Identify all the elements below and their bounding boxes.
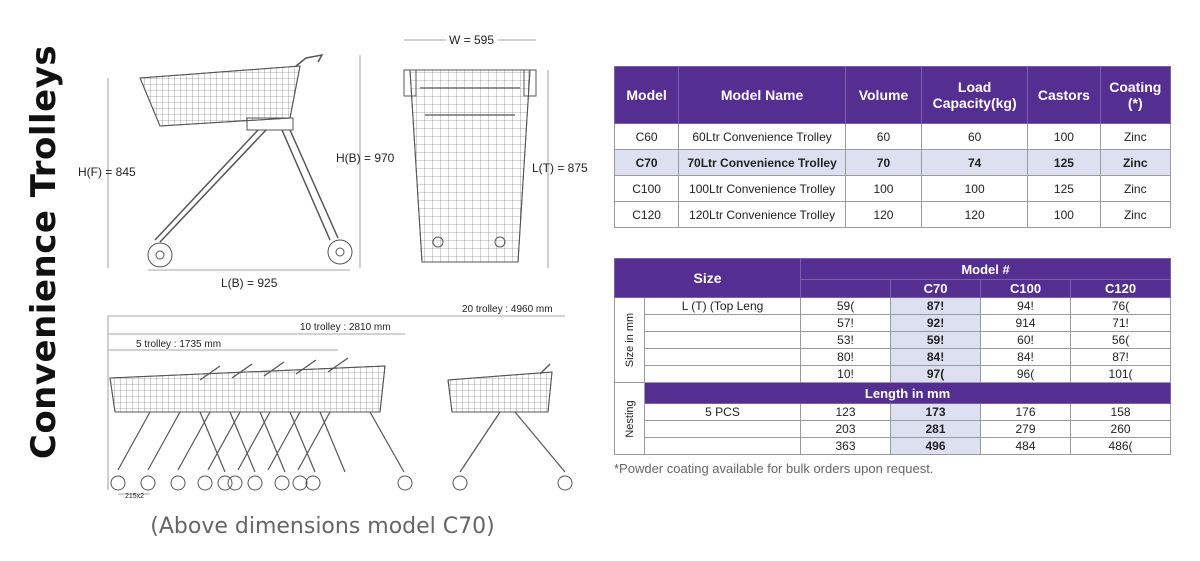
nesting-cell: 363 [801,438,891,455]
nesting-row [615,421,1171,438]
model-subheader-c70: C70 [891,280,981,298]
nesting-row-label [645,421,801,438]
spec-cell: 100 [845,176,921,202]
nesting-row [615,438,1171,455]
dim-label-nest10: 10 trolley : 2810 mm [300,322,391,333]
dim-label-hf: H(F) = 845 [78,165,136,179]
spec-cell: C60 [615,124,679,150]
nesting-cell: 279 [981,421,1071,438]
size-cell: 101( [1071,366,1171,383]
dim-label-nest5: 5 trolley : 1735 mm [136,339,222,350]
spec-cell: 125 [1028,150,1100,176]
size-side-label: Size in mm [623,312,636,368]
size-nesting-table [614,258,1171,455]
dim-label-w: W = 595 [449,33,495,47]
spec-cell: 70 [845,150,921,176]
nesting-row [615,404,1171,421]
spec-row [615,124,1171,150]
model-subheader-c120: C120 [1071,280,1171,298]
size-row [615,315,1171,332]
size-cell-c70: 87! [891,298,981,315]
model-number-header: Model # [801,259,1171,280]
size-cell-c70: 84! [891,349,981,366]
model-subheader-blank [801,280,891,298]
spec-cell: 70Ltr Convenience Trolley [679,150,846,176]
front-view-drawing [404,40,548,268]
nesting-cell: 176 [981,404,1071,421]
size-row [615,349,1171,366]
spec-cell: 60Ltr Convenience Trolley [679,124,846,150]
nesting-cell-c70: 281 [891,421,981,438]
nesting-cell: 203 [801,421,891,438]
size-cell: 56( [1071,332,1171,349]
nesting-header-row [615,383,1171,404]
trolley-drawings [0,0,600,510]
spec-cell: 100 [1028,202,1100,228]
size-cell: 53! [801,332,891,349]
spec-cell: C100 [615,176,679,202]
size-cell: 57! [801,315,891,332]
size-row [615,366,1171,383]
side-view-drawing [108,55,360,270]
nesting-cell: 486( [1071,438,1171,455]
spec-cell: 100 [1028,124,1100,150]
spec-header-model: Model [615,67,679,124]
nesting-cell: 484 [981,438,1071,455]
spec-header-coating: Coating (*) [1100,67,1170,124]
size-cell: 59( [801,298,891,315]
spec-cell: Zinc [1100,124,1170,150]
size-row [615,332,1171,349]
size-side-header [615,298,645,383]
spec-cell: C70 [615,150,679,176]
dim-label-nest20: 20 trolley : 4960 mm [462,304,553,315]
spec-cell: 100Ltr Convenience Trolley [679,176,846,202]
spec-cell: 74 [922,150,1028,176]
spec-cell: Zinc [1100,176,1170,202]
dim-label-lb: L(B) = 925 [221,276,278,290]
size-row [615,298,1171,315]
nesting-cell: 158 [1071,404,1171,421]
page-title: Convenience Trolleys [24,44,64,460]
spec-cell: 120 [845,202,921,228]
size-row-label: L (T) (Top Leng [645,298,801,315]
spec-cell: 120 [922,202,1028,228]
size-cell: 87! [1071,349,1171,366]
model-subheader-c100: C100 [981,280,1071,298]
nesting-row-label: 5 PCS [645,404,801,421]
spec-header-volume: Volume [845,67,921,124]
spec-cell: 100 [922,176,1028,202]
nesting-cell: 123 [801,404,891,421]
dimension-caption: (Above dimensions model C70) [150,514,495,539]
spec-header-model-name: Model Name [679,67,846,124]
size-header-row [615,259,1171,280]
size-cell: 10! [801,366,891,383]
spec-cell: 60 [845,124,921,150]
size-cell-c70: 59! [891,332,981,349]
dim-label-lt: L(T) = 875 [532,161,588,175]
spec-header-load: Load Capacity(kg) [922,67,1028,124]
size-cell-c70: 97( [891,366,981,383]
dim-label-castor: 215x2 [125,493,145,500]
size-cell: 71! [1071,315,1171,332]
spec-header-castors: Castors [1028,67,1100,124]
nesting-cell: 260 [1071,421,1171,438]
size-cell: 76( [1071,298,1171,315]
nesting-side-header [615,383,645,455]
nesting-side-label: Nesting [623,399,636,438]
dim-label-hb: H(B) = 970 [336,151,395,165]
spec-cell: 60 [922,124,1028,150]
spec-cell: Zinc [1100,150,1170,176]
nesting-cell-c70: 496 [891,438,981,455]
spec-cell: C120 [615,202,679,228]
spec-row [615,176,1171,202]
spec-row-highlighted [615,150,1171,176]
powder-coating-footnote: *Powder coating available for bulk orders upon request. [614,461,934,476]
length-header: Length in mm [645,383,1171,404]
size-row-label [645,349,801,366]
size-row-label [645,315,801,332]
size-cell: 96( [981,366,1071,383]
size-row-label [645,366,801,383]
size-cell: 84! [981,349,1071,366]
spec-header-row [615,67,1171,124]
size-cell: 94! [981,298,1071,315]
size-cell: 914 [981,315,1071,332]
nesting-row-label [645,438,801,455]
spec-cell: 120Ltr Convenience Trolley [679,202,846,228]
spec-cell: Zinc [1100,202,1170,228]
spec-row [615,202,1171,228]
size-cell: 60! [981,332,1071,349]
size-header: Size [615,259,801,298]
size-cell-c70: 92! [891,315,981,332]
size-row-label [645,332,801,349]
model-spec-table [614,66,1171,228]
size-cell: 80! [801,349,891,366]
nesting-cell-c70: 173 [891,404,981,421]
spec-cell: 125 [1028,176,1100,202]
